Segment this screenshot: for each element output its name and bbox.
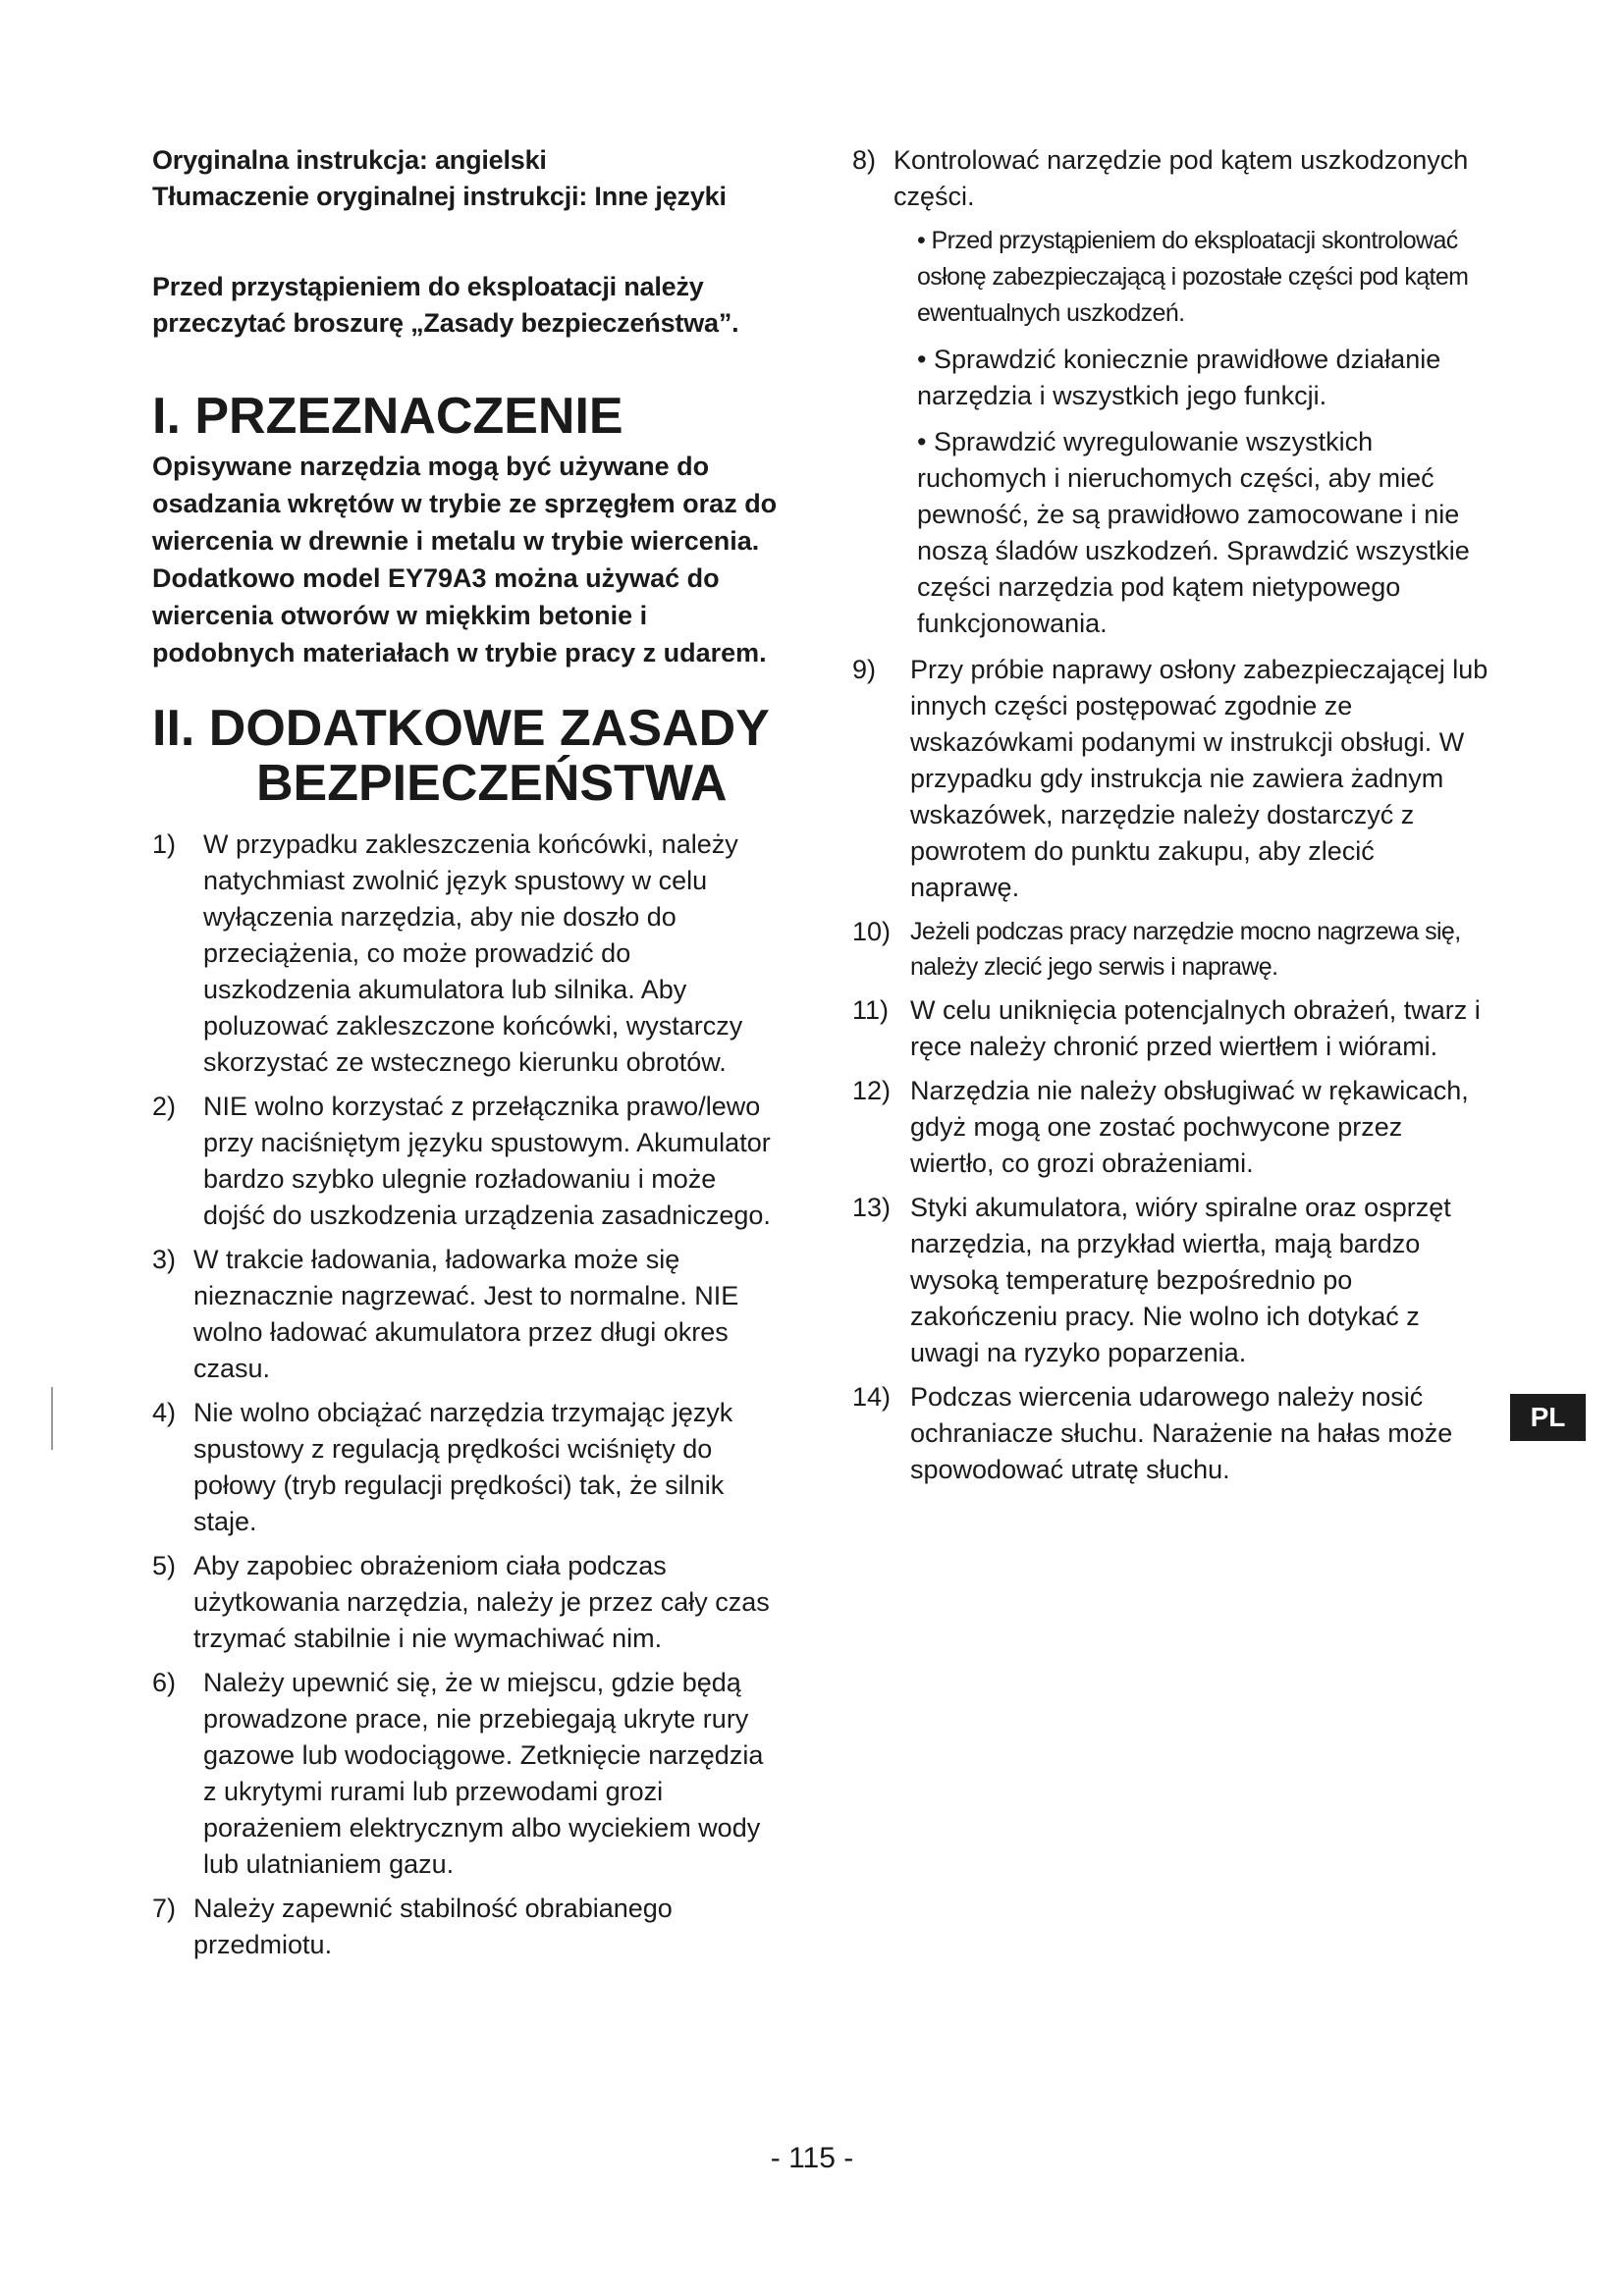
list-text: W celu uniknięcia potencjalnych obrażeń, twarz i ręce należy chronić przed wiertłem i wiórami. [910,995,1481,1061]
list-number: 14) [852,1382,892,1412]
section-title-safety-line1: II. DODATKOWE ZASADY [152,700,770,757]
list-text: Przy próbie naprawy osłony zabezpieczającej lub innych części postępować zgodnie ze wskazówkami podanymi w instrukcji obsługi. W przypadku gdy instrukcja nie zawiera żadnym wskazówek, narzędzie należy dostarczyć z powrotem do punktu zakupu, aby zlecić naprawę. [910,655,1489,902]
list-number: 8) [852,145,877,175]
list-item-12 [852,1073,1490,1182]
bullet-item-2: • Sprawdzić koniecznie prawidłowe działanie narzędzia i wszystkich jego funkcji. [917,345,1441,410]
list-text: Należy upewnić się, że w miejscu, gdzie będą prowadzone prace, nie przebiegają ukryte rury gazowe lub wodociągowe. Zetknięcie narzędzia z ukrytymi rurami lub przewodami grozi porażeniem elektrycznym albo wyciekiem wody lub ulatnianiem gazu. [203,1668,764,1879]
list-item-13 [852,1190,1490,1371]
section-title-safety [152,701,781,811]
list-number: 10) [852,917,892,946]
list-item-4 [152,1395,781,1540]
list-number: 13) [852,1193,892,1222]
list-text: NIE wolno korzystać z przełącznika prawo/lewo przy naciśniętym języku spustowym. Akumulator bardzo szybko ulegnie rozładowaniu i może dojść do uszkodzenia urządzenia zasadniczego. [203,1092,771,1230]
list-number: 11) [852,995,890,1025]
language-tab-pl: PL [1510,1394,1586,1441]
margin-mark [51,1387,53,1450]
list-number: 7) [152,1894,177,1923]
list-text: Należy zapewnić stabilność obrabianego przedmiotu. [193,1894,673,1959]
list-item-7 [152,1891,781,1963]
translation-line: Tłumaczenie oryginalnej instrukcji: Inne języki [152,182,727,211]
list-item-10 [852,914,1490,985]
list-text: Kontrolować narzędzie pod kątem uszkodzonych części. [893,145,1469,211]
list-text: Styki akumulatora, wióry spiralne oraz osprzęt narzędzia, na przykład wiertła, mają bardzo wysoką temperaturę bezpośrednio po zakończeniu pracy. Nie wolno ich dotykać z uwagi na ryzyko poparzenia. [910,1193,1451,1367]
left-column [152,142,781,1971]
page-number: - 115 - [770,2142,854,2174]
bullet-item-1: • Przed przystąpieniem do eksploatacji skontrolować osłonę zabezpieczającą i pozostałe części pod kątem ewentualnych uszkodzeń. [917,227,1469,327]
safety-brochure-line-1: Przed przystąpieniem do eksploatacji należy [152,272,704,301]
section-title-safety-line2: BEZPIECZEŃSTWA [256,755,728,812]
list-number: 12) [852,1076,892,1105]
list-text: Nie wolno obciążać narzędzia trzymając język spustowy z regulacją prędkości wciśnięty do połowy (tryb regulacji prędkości) tak, że silnik staje. [193,1398,733,1536]
right-column [852,142,1490,1496]
original-instruction-line: Oryginalna instrukcja: angielski [152,145,547,175]
list-text: W trakcie ładowania, ładowarka może się nieznacznie nagrzewać. Jest to normalne. NIE wolno ładować akumulatora przez długi okres czasu. [193,1245,739,1383]
list-item-14 [852,1379,1490,1488]
list-text: Jeżeli podczas pracy narzędzie mocno nagrzewa się, należy zlecić jego serwis i naprawę. [910,918,1461,981]
list-text: Aby zapobiec obrażeniom ciała podczas użytkowania narzędzia, należy je przez cały czas trzymać stabilnie i nie wymachiwać nim. [193,1551,770,1653]
list-number: 4) [152,1398,177,1427]
section-title-purpose: I. PRZEZNACZENIE [152,388,623,445]
list-text: Podczas wiercenia udarowego należy nosić ochraniacze słuchu. Narażenie na hałas może spowodować utratę słuchu. [910,1382,1453,1484]
list-item-11 [852,992,1490,1065]
list-number: 1) [152,829,177,859]
list-text: W przypadku zakleszczenia końcówki, należy natychmiast zwolnić język spustowy w celu wyłączenia narzędzia, aby nie doszło do przeciążenia, co może prowadzić do uszkodzenia akumulatora lub silnika. Aby poluzować zakleszczone końcówki, wystarczy skorzystać ze wstecznego kierunku obrotów. [203,829,743,1077]
list-number: 6) [152,1668,177,1697]
safety-brochure-line-2: przeczytać broszurę „Zasady bezpieczeństwa”. [152,308,739,338]
list-number: 2) [152,1092,177,1121]
list-item-6 [152,1665,781,1883]
list-item-3 [152,1242,781,1387]
list-item-8 [852,142,1490,215]
list-text: Narzędzia nie należy obsługiwać w rękawicach, gdyż mogą one zostać pochwycone przez wiertło, co grozi obrażeniami. [910,1076,1469,1178]
purpose-paragraph: Opisywane narzędzia mogą być używane do osadzania wkrętów w trybie ze sprzęgłem oraz do wiercenia w drewnie i metalu w trybie wiercenia. Dodatkowo model EY79A3 można używać do wiercenia otworów w miękkim betonie i podobnych materiałach w trybie pracy z udarem. [152,452,778,667]
bullet-item-3: • Sprawdzić wyregulowanie wszystkich ruchomych i nieruchomych części, aby mieć pewność, że są prawidłowo zamocowane i nie noszą śladów uszkodzeń. Sprawdzić wszystkie części narzędzia pod kątem nietypowego funkcjonowania. [917,427,1470,638]
list-item-9 [852,652,1490,906]
list-number: 3) [152,1245,177,1274]
list-item-2 [152,1089,781,1234]
list-number: 9) [852,655,877,684]
list-item-1 [152,827,781,1081]
list-item-5 [152,1548,781,1657]
list-number: 5) [152,1551,177,1580]
